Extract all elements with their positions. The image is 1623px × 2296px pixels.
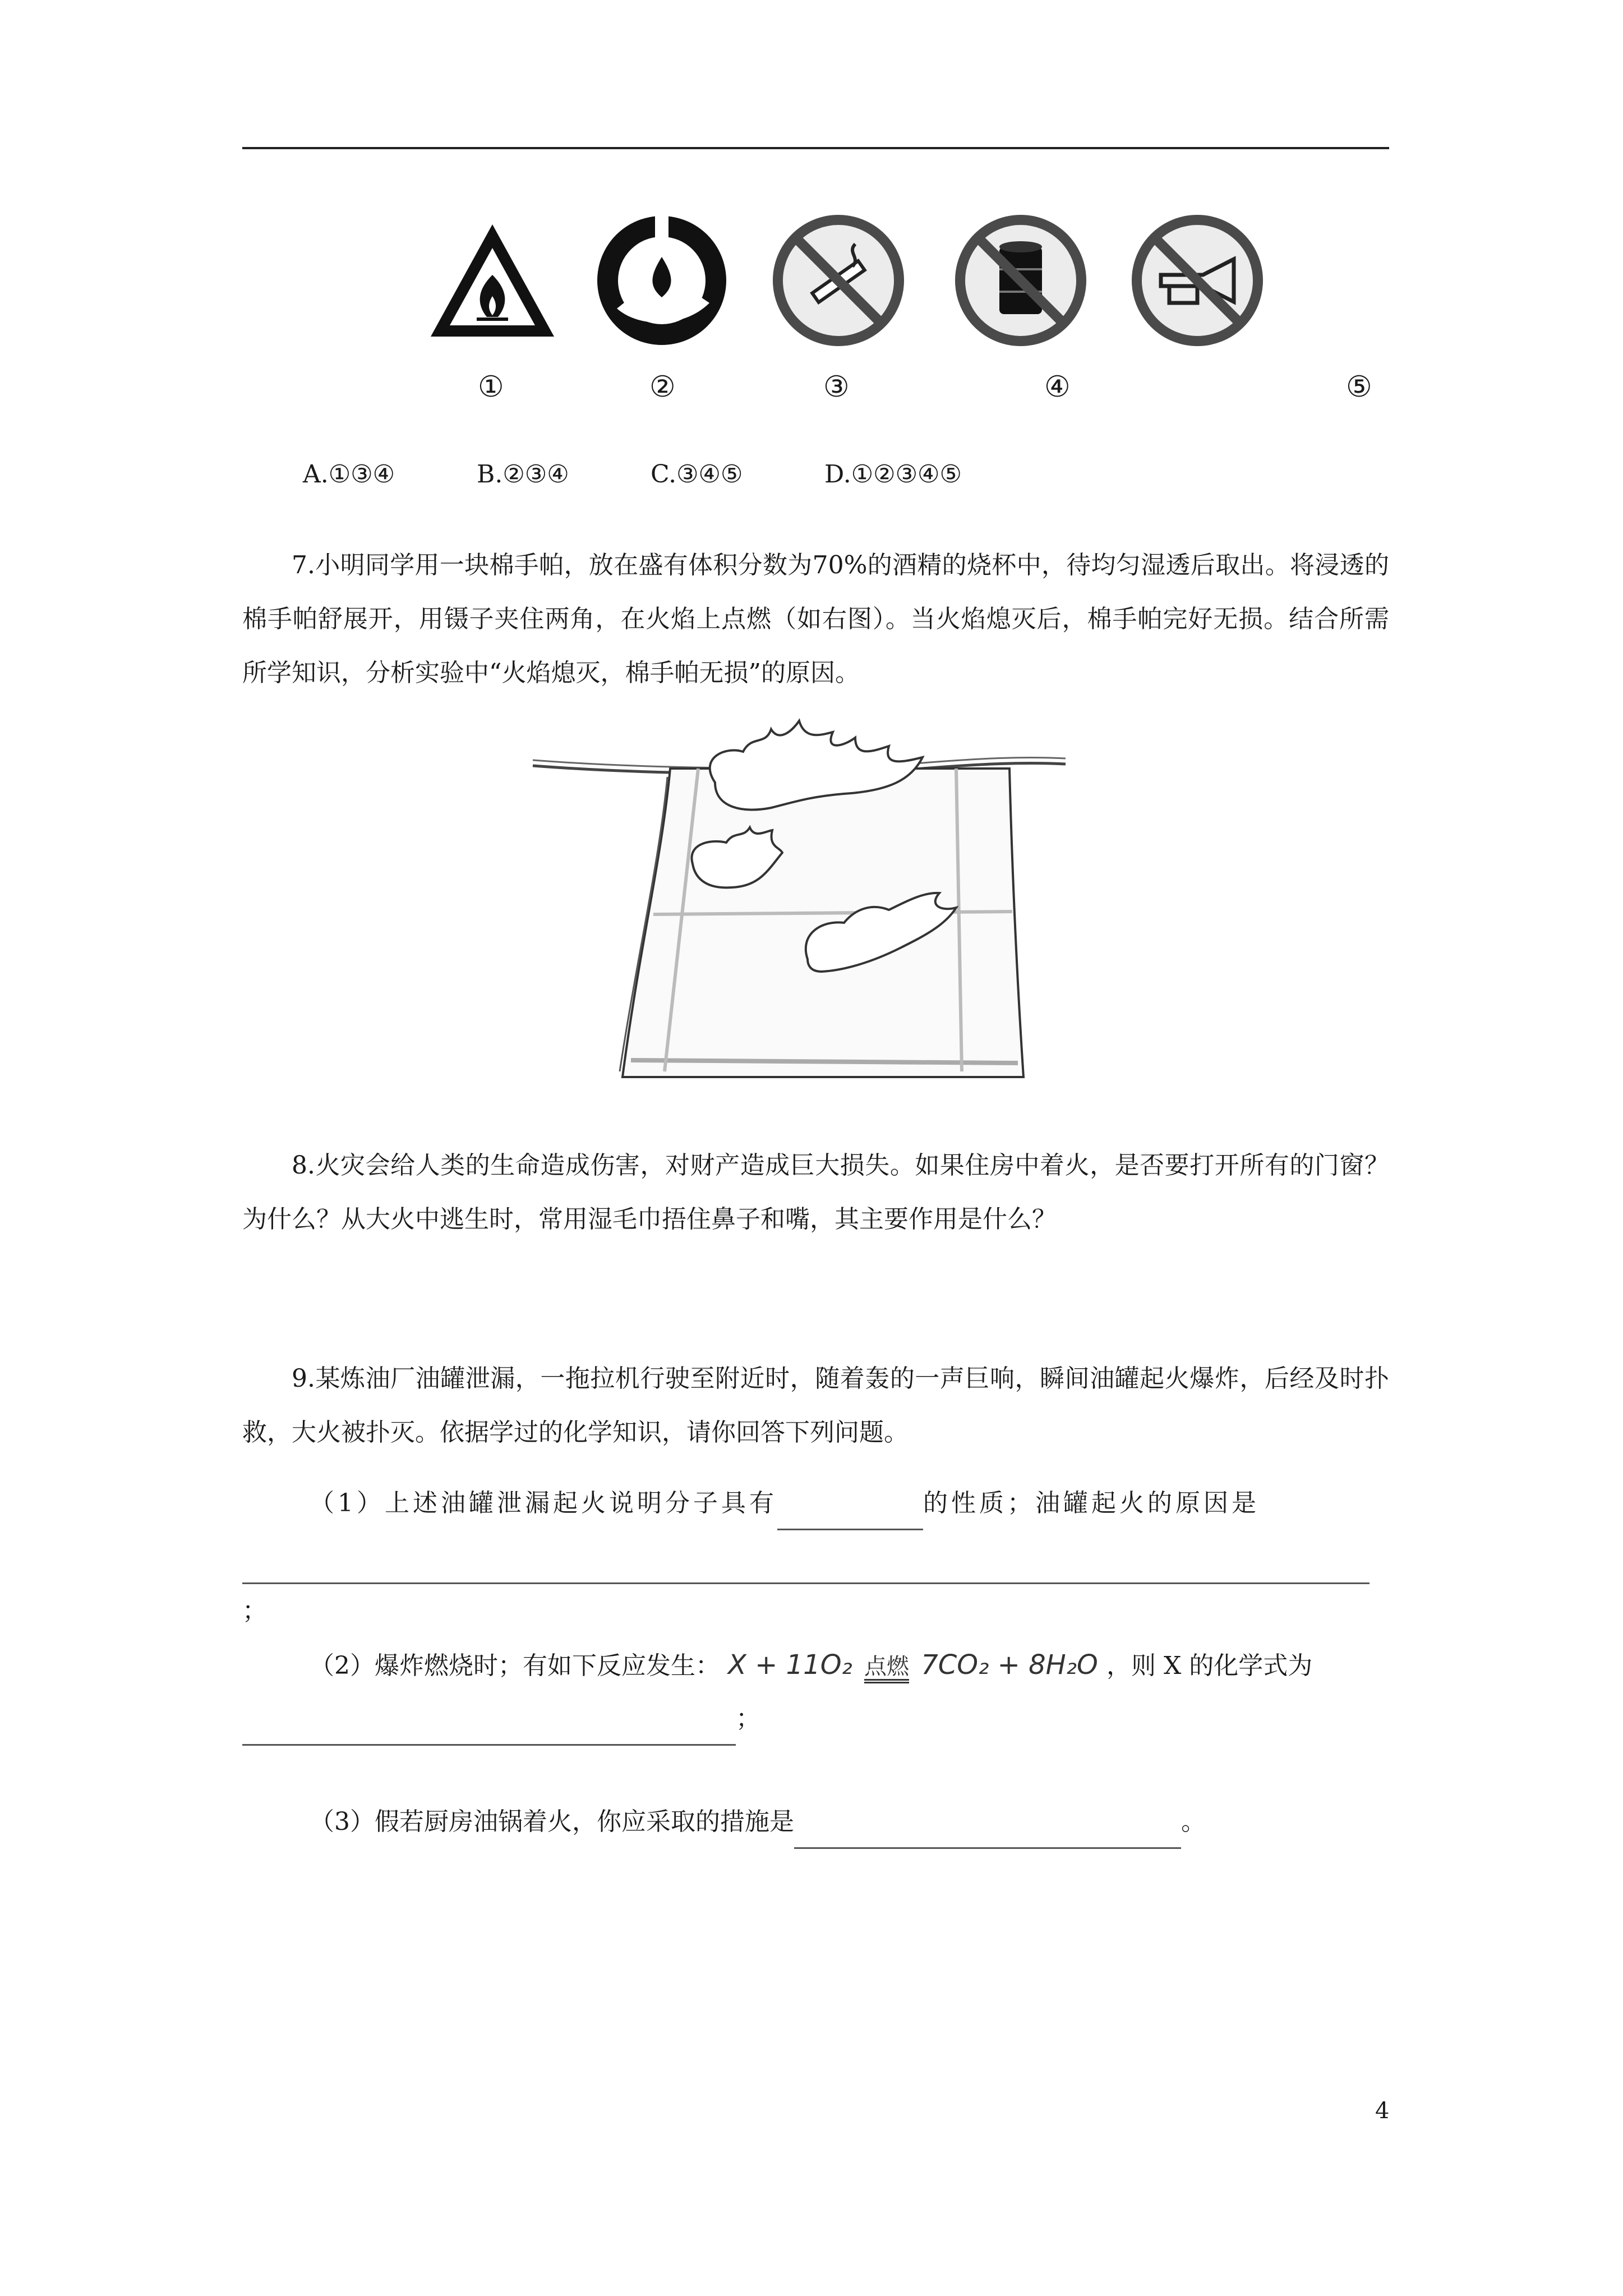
answer-blank-1b[interactable] bbox=[242, 1556, 1370, 1584]
q9-part-1-text-a: （1）上述油罐泄漏起火说明分子具有 bbox=[310, 1489, 777, 1517]
equation-condition: 点燃 bbox=[864, 1654, 909, 1683]
option-c: C.③④⑤ bbox=[651, 460, 743, 489]
flammable-warning-icon bbox=[425, 213, 560, 348]
sign-label-3: ③ bbox=[823, 370, 850, 404]
q9-part-3-end: 。 bbox=[1181, 1807, 1206, 1836]
q9-part-2-text-b: ，则 X 的化学式为 bbox=[1106, 1651, 1313, 1680]
answer-blank-1a[interactable] bbox=[777, 1502, 923, 1530]
equation-left: X + 11O₂ bbox=[728, 1649, 852, 1681]
no-smoking-icon bbox=[771, 213, 906, 348]
sign-label-1: ① bbox=[478, 370, 504, 404]
option-a: A.①③④ bbox=[303, 460, 395, 489]
burning-handkerchief-illustration bbox=[530, 712, 1068, 1083]
question-9-part-1 bbox=[242, 1476, 1389, 1530]
option-d: D.①②③④⑤ bbox=[824, 460, 962, 489]
page-number: 4 bbox=[1375, 2098, 1390, 2124]
q9-part-2-text-a: （2）爆炸燃烧时；有如下反应发生： bbox=[310, 1651, 720, 1680]
reaction-equation bbox=[728, 1649, 1106, 1681]
answer-blank-2[interactable] bbox=[242, 1717, 736, 1746]
question-9-part-3 bbox=[242, 1795, 1389, 1849]
question-9-intro: 9.某炼油厂油罐泄漏，一拖拉机行驶至附近时，随着轰的一声巨响，瞬间油罐起火爆炸，后经及时扑救，大火被扑灭。依据学过的化学知识，请你回答下列问题。 bbox=[242, 1364, 1389, 1447]
question-9-part-1-line2 bbox=[242, 1530, 1389, 1638]
question-9-part-2-line2 bbox=[242, 1692, 1389, 1746]
no-oil-drum-icon bbox=[953, 213, 1088, 348]
no-horn-icon bbox=[1130, 213, 1265, 348]
q9-part-3-text: （3）假若厨房油锅着火，你应采取的措施是 bbox=[310, 1807, 794, 1836]
question-9-part-2 bbox=[242, 1638, 1389, 1693]
answer-blank-3[interactable] bbox=[794, 1820, 1181, 1849]
question-8: 8.火灾会给人类的生命造成伤害，对财产造成巨大损失。如果住房中着火，是否要打开所有的门窗？为什么？从大火中逃生时，常用湿毛巾捂住鼻子和嘴，其主要作用是什么？ bbox=[242, 1151, 1389, 1234]
sign-label-2: ② bbox=[649, 370, 676, 404]
header-rule bbox=[242, 147, 1389, 149]
option-b: B.②③④ bbox=[477, 460, 569, 489]
q9-part-1-end: ； bbox=[242, 1596, 267, 1625]
q9-part-1-text-b: 的性质；油罐起火的原因是 bbox=[923, 1489, 1260, 1517]
water-saving-icon bbox=[594, 213, 729, 348]
q9-part-2-end: ； bbox=[736, 1704, 760, 1733]
equation-right: 7CO₂ + 8H₂O bbox=[921, 1649, 1098, 1681]
sign-label-4: ④ bbox=[1044, 370, 1071, 404]
question-7: 7.小明同学用一块棉手帕，放在盛有体积分数为70%的酒精的烧杯中，待均匀湿透后取出。将浸透的棉手帕舒展开，用镊子夹住两角，在火焰上点燃（如右图）。当火焰熄灭后，棉手帕完好无损。结合所需所学知识，分析实验中“火焰熄灭，棉手帕无损”的原因。 bbox=[242, 551, 1389, 687]
sign-label-5: ⑤ bbox=[1346, 370, 1372, 404]
